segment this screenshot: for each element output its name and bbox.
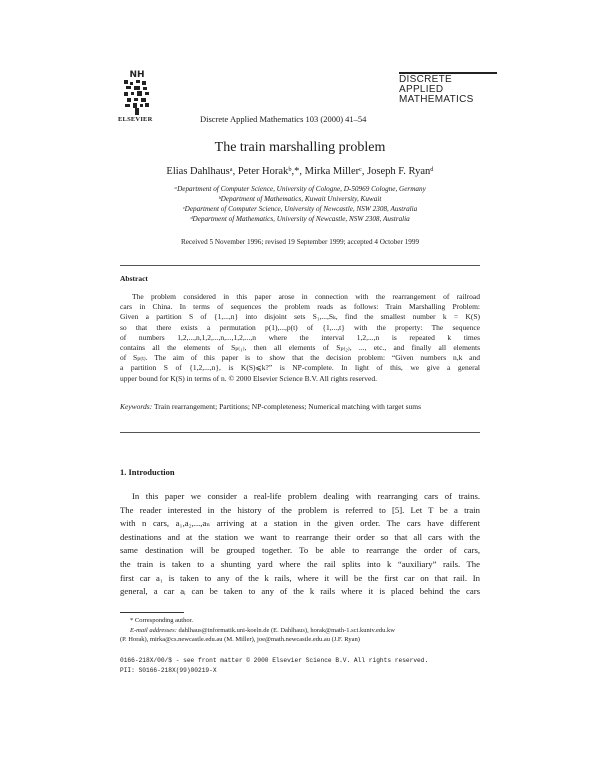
corresponding-author-note: * Corresponding author. (130, 617, 194, 624)
abstract-line: The problem considered in this paper arose in connection with the rearrangement of railroad (132, 292, 480, 301)
affiliation-c: ᶜDepartment of Computer Science, University of Newcastle, NSW 2308, Australia (182, 205, 418, 213)
abstract-body (120, 292, 480, 384)
intro-line: same destination will be grouped together. To be able to rearrange the order of cars, (120, 545, 480, 556)
intro-line: In this paper we consider a real-life problem dealing with rearranging cars of trains. (132, 491, 480, 501)
abstract-line: Given a partition S of {1,...,n} into disjoint sets S₁,...,Sₖ, find the smallest number k = K(S) (120, 312, 480, 322)
footnote-rule (120, 612, 184, 613)
journal-logo-line-3: MATHEMATICS (399, 94, 474, 105)
abstract-heading: Abstract (120, 274, 148, 283)
publisher-name: ELSEVIER (118, 116, 153, 123)
journal-logo-line-1: DISCRETE (399, 74, 452, 85)
front-matter-info (120, 656, 480, 675)
abstract-line: upper bound for K(S) in terms of n. © 2000 Elsevier Science B.V. All rights reserved. (120, 373, 377, 383)
introduction-body (120, 490, 480, 599)
publisher-logo-text: NH (129, 70, 145, 80)
received-dates: Received 5 November 1996; revised 19 September 1999; accepted 4 October 1999 (180, 238, 420, 246)
footnotes (120, 616, 480, 645)
affiliation-b: ᵇDepartment of Mathematics, Kuwait University, Kuwait (218, 195, 382, 203)
paper-title: The train marshalling problem (214, 140, 386, 155)
copyright-line: 0166-218X/00/$ - see front matter © 2000 Elsevier Science B.V. All rights reserved. (120, 657, 429, 664)
journal-reference: Discrete Applied Mathematics 103 (2000) 41–54 (200, 114, 367, 124)
keywords-text: Train rearrangement; Partitions; NP-completeness; Numerical matching with target sums (153, 402, 422, 411)
abstract-line: so that there exists a permutation p(1),...,p(t) of {1,...,t} with the property: The sequence (120, 322, 480, 332)
abstract-bottom-rule (120, 432, 480, 433)
email-line-2: (P. Horak), mirka@cs.newcastle.edu.au (M. Miller), joe@math.newcastle.edu.au (J.F. Ryan) (120, 636, 360, 643)
intro-line: destinations and at the station we want to rearrange their order so that all cars with the (120, 531, 480, 542)
intro-line: first car a₁ is taken to any of the k rails, where it will be the first car on that rail. In (120, 572, 480, 583)
intro-line: the train is taken to a shunting yard where the rail splits into k “auxiliary” rails. The (120, 558, 480, 569)
section-heading: 1. Introduction (120, 467, 175, 477)
abstract-line: a partition S of {1,2,...,n}, is K(S)⩽k?” is NP-complete. In light of this, we give a general (120, 363, 480, 373)
abstract-line: cars in China. In terms of sequences the problem reads as follows: Train Marshalling Problem: (120, 302, 480, 312)
abstract-line: of Sₚ₍ₜ₎. The aim of this paper is to show that the decision problem: “Given numbers n,k and (120, 353, 480, 363)
intro-line: with n cars, a₁,a₂,...,aₙ arriving at a station in the given order. The cars have different (120, 518, 480, 529)
affiliations (0, 184, 600, 224)
keywords (120, 402, 480, 411)
intro-line: The reader interested in the history of the problem is referred to [5]. Let T be a train (120, 504, 480, 515)
email-line-1: dahlhaus@informatik.uni-koeln.de (E. Dahlhaus), horak@math-1.sci.kuniv.edu.kw (178, 626, 395, 634)
email-label: E-mail addresses: (130, 626, 177, 634)
elsevier-tree-logo (122, 68, 152, 118)
abstract-line: contains all the elements of Sₚ₍₁₎, then all elements of Sₚ₍₂₎, ..., etc., and finally all elements (120, 343, 480, 353)
author-list: Elias Dahlhausᵃ, Peter Horakᵇ,*, Mirka Millerᶜ, Joseph F. Ryanᵈ (166, 166, 434, 177)
journal-logo-line-2: APPLIED (399, 84, 444, 95)
affiliation-a: ᵃDepartment of Computer Science, University of Cologne, D-50969 Cologne, Germany (174, 185, 426, 193)
journal-logo (399, 75, 499, 105)
abstract-line: of numbers 1,2,...,n,1,2,...,n,...,1,2,...,n where the interval 1,2,...,n is repeated k times (120, 332, 480, 342)
abstract-top-rule (120, 265, 480, 266)
intro-line: general, a car aᵢ can be taken to any of the k rails where it is placed behind the cars (120, 586, 480, 597)
affiliation-d: ᵈDepartment of Mathematics, University of Newcastle, NSW 2308, Australia (190, 215, 410, 223)
pii-line: PII: S0166-218X(99)00219-X (120, 666, 217, 674)
keywords-label: Keywords: (120, 402, 153, 411)
